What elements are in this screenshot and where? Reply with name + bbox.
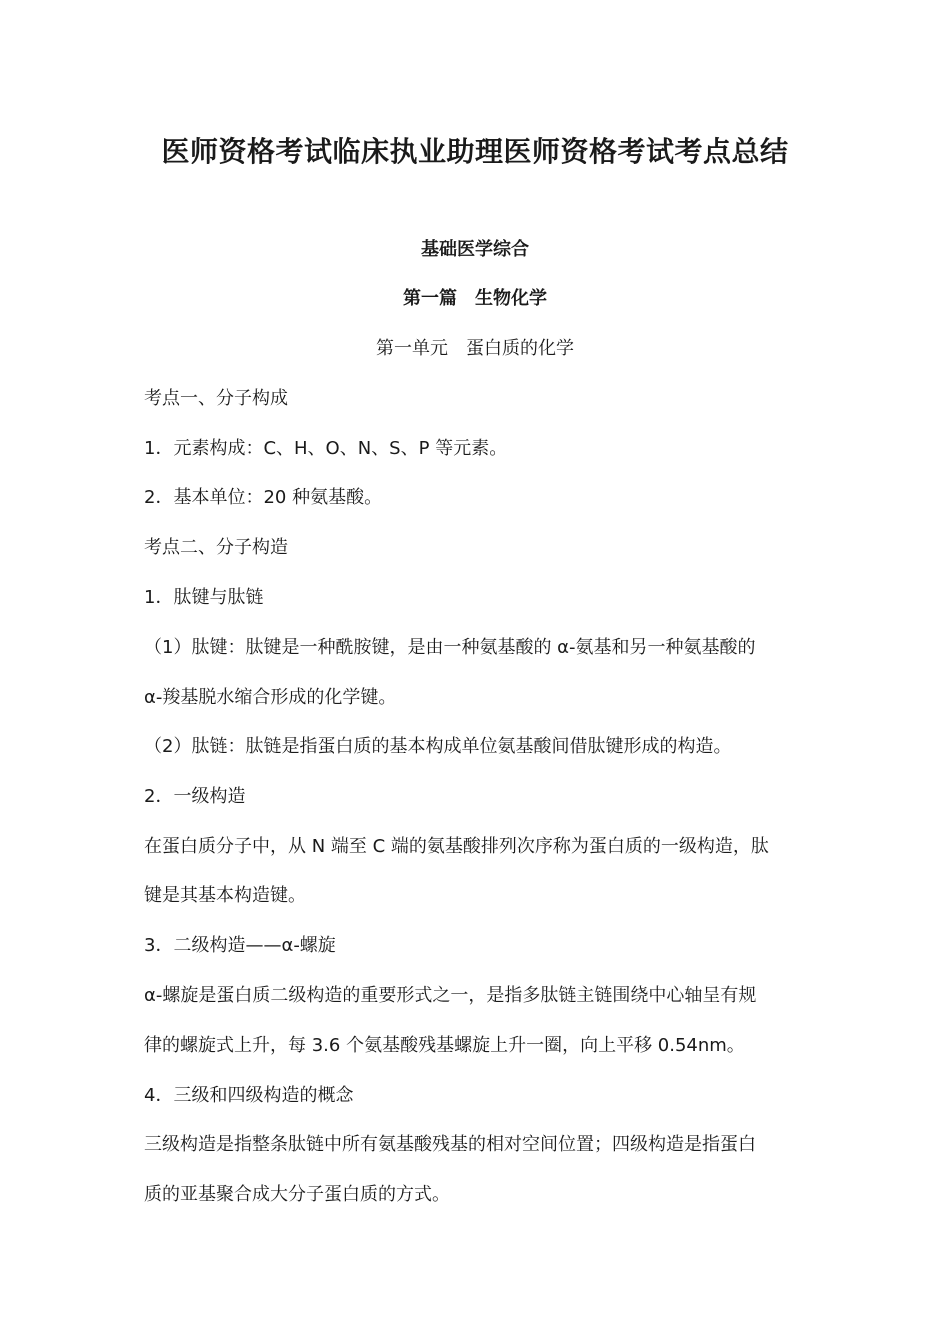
text-line: 律的螺旋式上升，每 3.6 个氨基酸残基螺旋上升一圈，向上平移 0.54nm。 <box>144 1035 745 1056</box>
subheading: 4．三级和四级构造的概念 <box>144 1085 354 1106</box>
text-line: 三级构造是指整条肽链中所有氨基酸残基的相对空间位置；四级构造是指蛋白 <box>144 1134 756 1155</box>
unit-heading: 第一单元 蛋白质的化学 <box>376 338 574 359</box>
text-line: α-羧基脱水缩合形成的化学键。 <box>144 687 397 708</box>
text-line: 在蛋白质分子中，从 N 端至 C 端的氨基酸排列次序称为蛋白质的一级构造，肽 <box>144 836 769 857</box>
text-line: （2）肽链：肽链是指蛋白质的基本构成单位氨基酸间借肽键形成的构造。 <box>144 736 732 757</box>
subheading: 2．一级构造 <box>144 786 246 807</box>
subheading: 3．二级构造——α-螺旋 <box>144 935 336 956</box>
text-line: 键是其基本构造键。 <box>144 885 306 906</box>
text-line: 2．基本单位：20 种氨基酸。 <box>144 487 383 508</box>
part-heading: 第一篇 生物化学 <box>403 288 547 309</box>
document-title: 医师资格考试临床执业助理医师资格考试考点总结 <box>161 135 789 168</box>
text-line: 1．元素构成：C、H、O、N、S、P 等元素。 <box>144 438 508 459</box>
text-line: （1）肽键：肽键是一种酰胺键，是由一种氨基酸的 α-氨基和另一种氨基酸的 <box>144 637 756 658</box>
point-heading: 考点二、分子构造 <box>144 537 288 558</box>
text-line: α-螺旋是蛋白质二级构造的重要形式之一，是指多肽链主链围绕中心轴呈有规 <box>144 985 757 1006</box>
text-line: 质的亚基聚合成大分子蛋白质的方式。 <box>144 1184 450 1205</box>
section-heading: 基础医学综合 <box>421 239 529 260</box>
point-heading: 考点一、分子构成 <box>144 388 288 409</box>
subheading: 1．肽键与肽链 <box>144 587 264 608</box>
